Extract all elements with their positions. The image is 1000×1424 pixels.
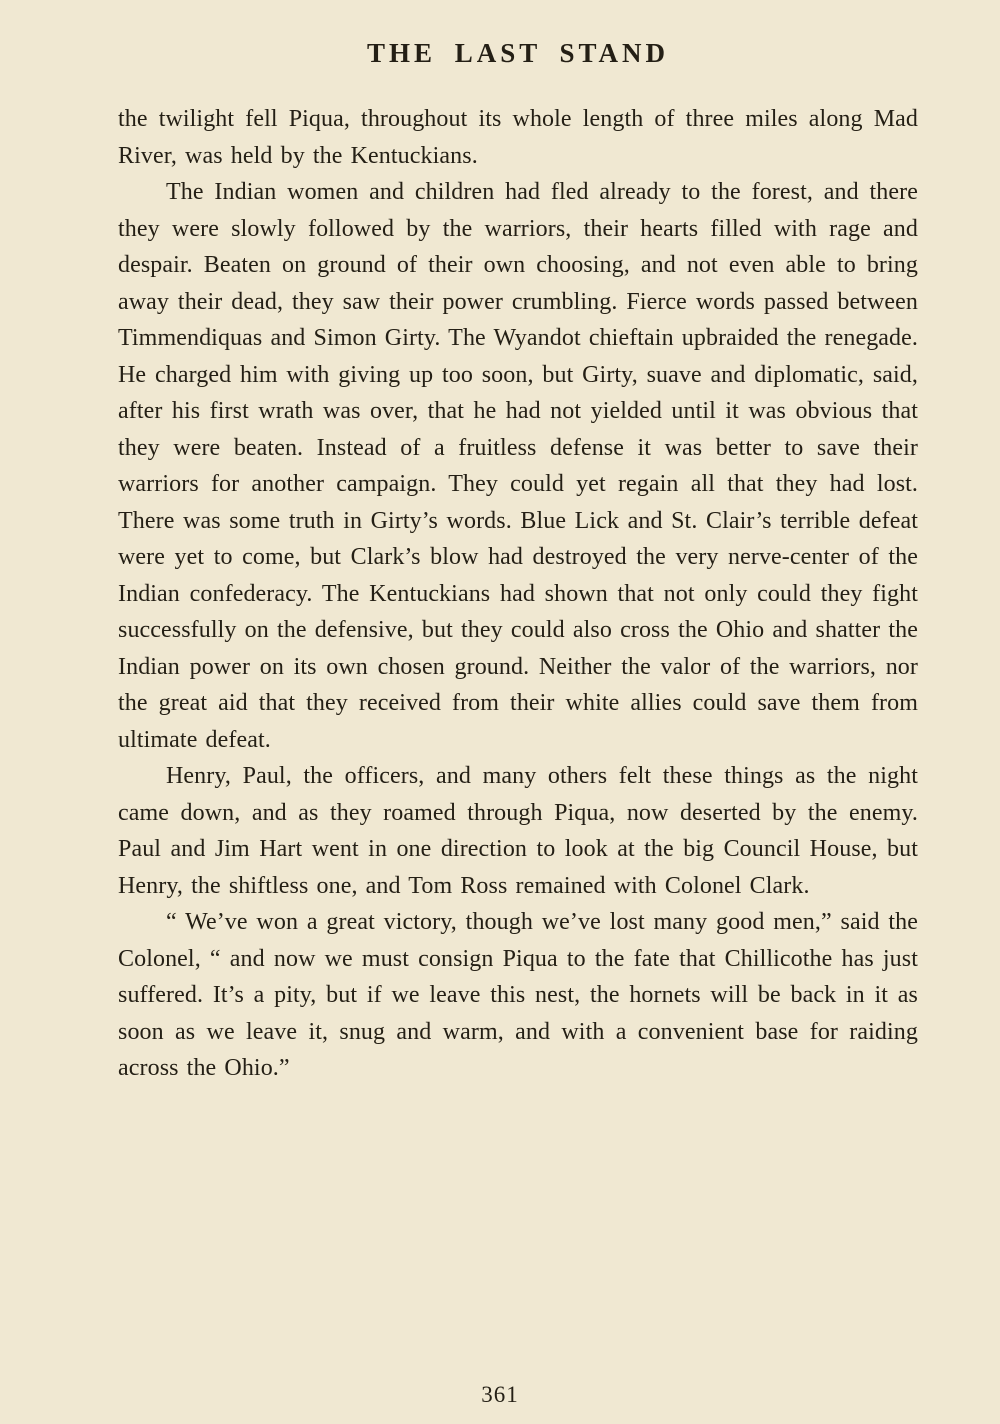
paragraph-2: The Indian women and children had fled already to the forest, and there they were slowly followed by the warriors, their hearts filled with rage and despair. Beaten on ground of their own choosing, and not even able to bring away their dead, they saw their power crumbling. Fierce words passed between Timmendiquas and Simon Girty. The Wyandot chieftain upbraided the renegade. He charged him with giving up too soon, but Girty, suave and diplomatic, said, after his first wrath was over, that he had not yielded until it was obvious that they were beaten. Instead of a fruitless defense it was better to save their warriors for another campaign. They could yet regain all that they had lost. There was some truth in Girty’s words. Blue Lick and St. Clair’s terrible defeat were yet to come, but Clark’s blow had destroyed the very nerve-center of the Indian confederacy. The Kentuckians had shown that not only could they fight successfully on the defensive, but they could also cross the Ohio and shatter the Indian power on its own chosen ground. Neither the valor of the warriors, nor the great aid that they received from their white allies could save them from ultimate defeat. <box>118 179 918 753</box>
paragraph-3: Henry, Paul, the officers, and many others felt these things as the night came down, and as they roamed through Piqua, now deserted by the enemy. Paul and Jim Hart went in one direction to look at the big Council House, but Henry, the shiftless one, and Tom Ross remained with Colonel Clark. <box>118 763 918 899</box>
paragraph-continuation: the twilight fell Piqua, throughout its whole length of three miles along Mad River, was held by the Kentuckians. <box>118 106 918 169</box>
running-header: THE LAST STAND <box>366 38 670 68</box>
page-body <box>118 101 918 1087</box>
paragraph-4-dialogue: “ We’ve won a great victory, though we’ve lost many good men,” said the Colonel, “ and now we must consign Piqua to the fate that Chillicothe has just suffered. It’s a pity, but if we leave this nest, the hornets will be back in it as soon as we leave it, snug and warm, and with a convenient base for raiding across the Ohio.” <box>118 909 918 1081</box>
page-number: 361 <box>481 1382 519 1407</box>
